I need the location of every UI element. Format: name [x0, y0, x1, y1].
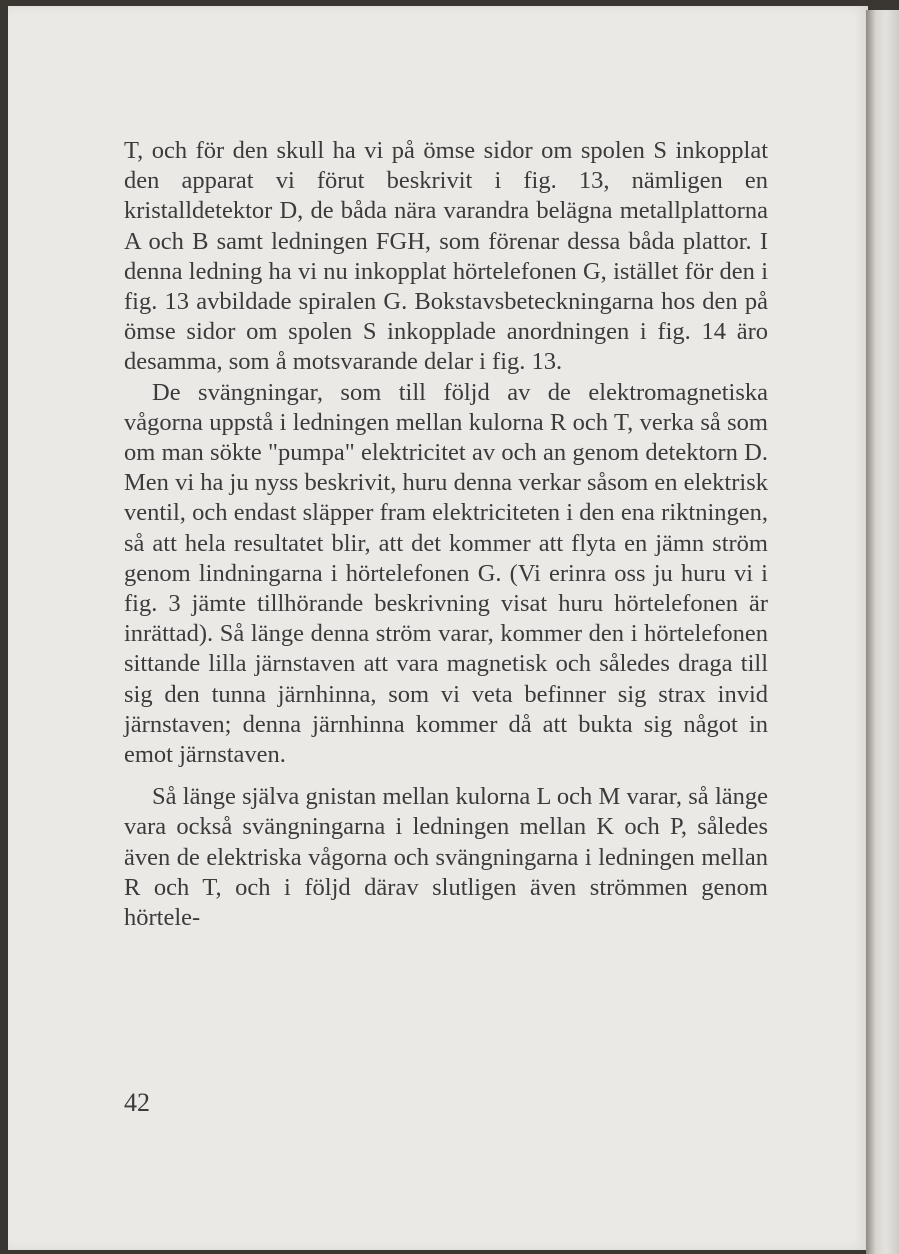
- body-text: [124, 136, 768, 933]
- book-page: [8, 6, 868, 1250]
- next-page-edge: [866, 10, 899, 1254]
- paragraph-2: De svängningar, som till följd av de elektromagnetiska vågorna uppstå i ledningen mellan kulorna R och T, verka så som om man sökte "pumpa" elektricitet av och an genom detektorn D. Men vi ha ju nyss beskrivit, huru denna verkar såsom en elektrisk ventil, och endast släpper fram elektriciteten i den ena riktningen, så att hela resultatet blir, att det kommer att flyta en jämn ström genom lindningarna i hörtelefonen G. (Vi erinra oss ju huru vi i fig. 3 jämte tillhörande beskrivning visat huru hörtelefonen är inrättad). Så länge denna ström varar, kommer den i hörtelefonen sittande lilla järnstaven att vara magnetisk och således draga till sig den tunna järnhinna, som vi veta befinner sig strax invid järnstaven; denna järnhinna kommer då att bukta sig något in emot järnstaven.: [124, 378, 768, 769]
- page-number: 42: [124, 1088, 150, 1117]
- paragraph-1: T, och för den skull ha vi på ömse sidor om spolen S inkopplat den apparat vi förut beskrivit i fig. 13, nämligen en kristalldetektor D, de båda nära varandra belägna metallplattorna A och B samt ledningen FGH, som förenar dessa båda plattor. I denna ledning ha vi nu inkopplat hörtelefonen G, istället för den i fig. 13 avbildade spiralen G. Bokstavsbeteckningarna hos den på ömse sidor om spolen S inkopplade anordningen i fig. 14 äro desamma, som å motsvarande delar i fig. 13.: [124, 137, 768, 376]
- paragraph-3: Så länge själva gnistan mellan kulorna L och M varar, så länge vara också svängningarna i ledningen mellan K och P, således även de elektriska vågorna och svängningarna i ledningen mellan R och T, och i följd därav slutligen även strömmen genom hörtele-: [124, 783, 768, 932]
